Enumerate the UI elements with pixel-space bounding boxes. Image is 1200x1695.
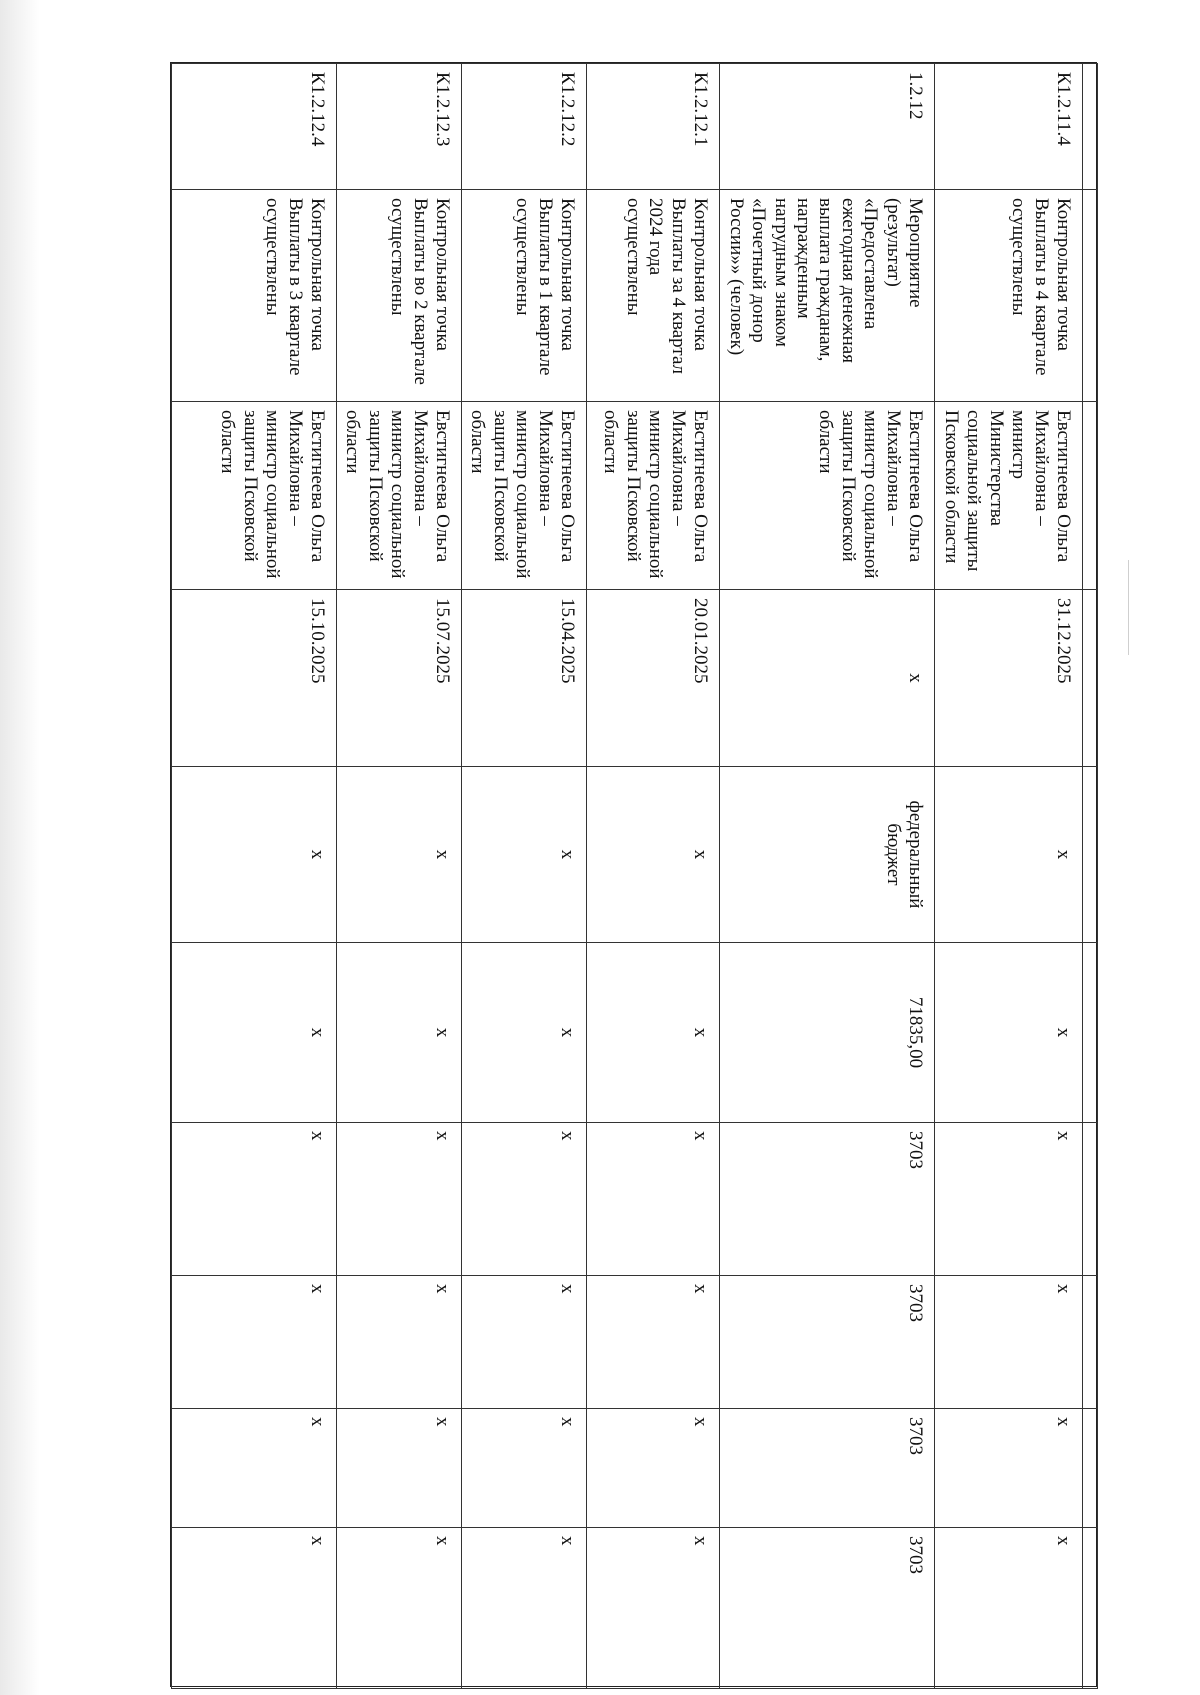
row-name: Контрольная точка Выплаты в 3 квартале осуществлены xyxy=(172,190,337,402)
row-name: Контрольная точка Выплаты в 1 квартале осуществлены xyxy=(461,190,586,402)
table-row xyxy=(587,64,720,1689)
row-value-2: х xyxy=(336,1276,461,1409)
row-code: К1.2.11.4 xyxy=(935,64,1083,190)
row-value-3: х xyxy=(172,1409,337,1528)
row-value-3: 3703 xyxy=(720,1409,935,1528)
scan-shadow xyxy=(0,0,40,1695)
row-date: х xyxy=(720,590,935,767)
row-code: К1.2.12.4 xyxy=(172,64,337,190)
row-value-2: х xyxy=(461,1276,586,1409)
row-value-1: х xyxy=(336,1123,461,1276)
row-name: Контрольная точка Выплаты за 4 квартал 2024 года осуществлены xyxy=(587,190,720,402)
row-responsible: Евстигнеева Ольга Михайловна – министр социальной защиты Псковской области xyxy=(172,402,337,590)
row-responsible: Евстигнеева Ольга Михайловна – министр социальной защиты Псковской области xyxy=(336,402,461,590)
row-amount: 71835,00 xyxy=(720,943,935,1123)
row-name: Контрольная точка Выплаты во 2 квартале осуществлены xyxy=(336,190,461,402)
row-code: К1.2.12.3 xyxy=(336,64,461,190)
row-source: х xyxy=(935,767,1083,943)
row-value-4: х xyxy=(935,1528,1083,1689)
row-date: 31.12.2025 xyxy=(935,590,1083,767)
table-row xyxy=(935,64,1083,1689)
row-value-4: х xyxy=(587,1528,720,1689)
table-row xyxy=(720,64,935,1689)
row-responsible: Евстигнеева Ольга Михайловна – министр социальной защиты Псковской области xyxy=(461,402,586,590)
row-amount: х xyxy=(935,943,1083,1123)
row-value-2: х xyxy=(587,1276,720,1409)
row-amount: х xyxy=(587,943,720,1123)
row-value-2: х xyxy=(935,1276,1083,1409)
row-source: х xyxy=(172,767,337,943)
row-value-1: х xyxy=(461,1123,586,1276)
row-date: 15.04.2025 xyxy=(461,590,586,767)
row-value-4: 3703 xyxy=(720,1528,935,1689)
row-code: К1.2.12.2 xyxy=(461,64,586,190)
row-value-1: х xyxy=(935,1123,1083,1276)
activity-table xyxy=(171,63,1098,1689)
row-amount: х xyxy=(461,943,586,1123)
row-amount: х xyxy=(336,943,461,1123)
row-value-4: х xyxy=(461,1528,586,1689)
row-value-3: х xyxy=(935,1409,1083,1528)
row-name: Мероприятие (результат) «Предоставлена ежегодная денежная выплата гражданам, награжденным нагрудным знаком «Почетный донор России»» (человек) xyxy=(720,190,935,402)
row-value-3: х xyxy=(336,1409,461,1528)
row-value-3: х xyxy=(461,1409,586,1528)
row-value-3: х xyxy=(587,1409,720,1528)
table-row xyxy=(461,64,586,1689)
row-value-2: 3703 xyxy=(720,1276,935,1409)
row-value-4: х xyxy=(172,1528,337,1689)
row-code: 1.2.12 xyxy=(720,64,935,190)
row-value-1: х xyxy=(172,1123,337,1276)
rotated-landscape-page xyxy=(171,63,1098,1688)
row-code: К1.2.12.1 xyxy=(587,64,720,190)
row-responsible: Евстигнеева Ольга Михайловна – министр Министерства социальной защиты Псковской области xyxy=(935,402,1083,590)
row-date: 15.07.2025 xyxy=(336,590,461,767)
row-value-4: х xyxy=(336,1528,461,1689)
table-row xyxy=(336,64,461,1689)
table-row xyxy=(172,64,337,1689)
row-date: 20.01.2025 xyxy=(587,590,720,767)
row-value-1: 3703 xyxy=(720,1123,935,1276)
row-source: х xyxy=(587,767,720,943)
row-value-2: х xyxy=(172,1276,337,1409)
row-value-1: х xyxy=(587,1123,720,1276)
row-date: 15.10.2025 xyxy=(172,590,337,767)
table-header-strip xyxy=(1083,64,1098,1689)
row-source: х xyxy=(461,767,586,943)
document-page xyxy=(170,62,1097,1687)
row-name: Контрольная точка Выплаты в 4 квартале осуществлены xyxy=(935,190,1083,402)
row-responsible: Евстигнеева Ольга Михайловна – министр социальной защиты Псковской области xyxy=(587,402,720,590)
row-source: х xyxy=(336,767,461,943)
row-amount: х xyxy=(172,943,337,1123)
row-source: федеральный бюджет xyxy=(720,767,935,943)
scan-artifact-line xyxy=(1128,560,1129,655)
row-responsible: Евстигнеева Ольга Михайловна – министр социальной защиты Псковской области xyxy=(720,402,935,590)
